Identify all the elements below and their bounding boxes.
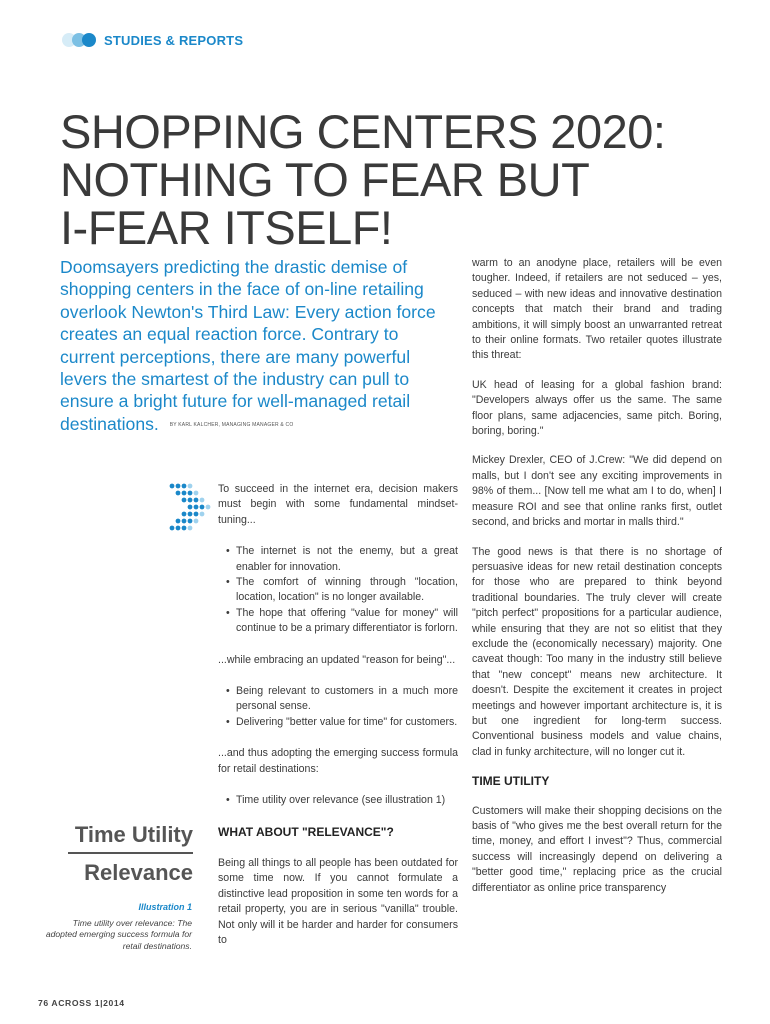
quote-paragraph: UK head of leasing for a global fashion brand: "Developers always offer us the same. The same floor plans, same adjacencies, same pitch. Boring, boring, boring." [472,378,722,438]
list-item: • Being relevant to customers in a much more personal sense. [228,684,458,715]
quote-paragraph: Mickey Drexler, CEO of J.Crew: "We did depend on malls, but I don't see any exciting improvements in 98% of them... [Now tell me what am I to do, when] I measure ROI and see that online ranks first, outlet second, and bricks and mortar in malls third." [472,454,722,529]
while-paragraph: ...while embracing an updated "reason for being"... [218,653,456,666]
illustration-divider [68,852,193,854]
list-item: • The comfort of winning through "location, location, location" is no longer available. [228,575,458,606]
list-item: • The internet is not the enemy, but a great enabler for innovation. [228,544,458,575]
byline: BY KARL KALCHER, MANAGING MANAGER & CO [169,421,294,428]
formula-list [218,793,458,808]
illustration-line-1: Time Utility [74,822,193,847]
title-line-1: SHOPPING CENTERS 2020: [60,105,666,158]
body-paragraph: Customers will make their shopping decisions on the basis of "who gives me the best overall return for the time, money, and effort I invest"? Thus, commercial success will increasingly depend on delivering a "better good time," replacing price as the crucial differentiator as online price transparency [472,804,722,894]
list-item: • Time utility over relevance (see illustration 1) [228,793,458,808]
relevance-heading: WHAT ABOUT "RELEVANCE"? [218,824,394,839]
illustration-title [58,822,193,886]
body-paragraph: The good news is that there is no shortage of persuasive ideas for new retail destination concepts for those who are prepared to think beyond traditional boundaries. The truly clever will create "pitch perfect" propositions for a particular audience, while ensuring that they are not so elitist that they exclude the (economically necessary) majority. One caveat though: Too many in the industry still believe that "new concept" means new architecture. It doesn't. Despite the excitement it creates in project meetings and however important architecture is, it is but one ingredient for long-term success. Conventional business models and value chains, clad in funky architecture, will no longer cut it. [472,545,722,758]
illustration-caption [40,902,192,952]
reason-list [218,684,458,730]
mindset-list [218,544,458,636]
page-footer: 76 ACROSS 1|2014 [38,998,125,1008]
caption-title: Illustration 1 [138,902,192,912]
dot-arrow-icon [168,482,212,540]
list-item: • The hope that offering "value for money" will continue to be a primary differentiator is forlorn. [228,606,458,637]
right-column [472,256,722,896]
lead-paragraph [60,256,450,436]
thus-paragraph: ...and thus adopting the emerging success formula for retail destinations: [218,747,458,775]
lead-text: Doomsayers predicting the drastic demise of shopping centers in the face of on-line retailing overlook Newton's Third Law: Every action force creates an equal reaction force. Contrary to current perceptions, there are many powerful levers the smartest of the industry can pull to ensure a bright future for well-managed retail destinations. [60,257,436,434]
three-dots-icon [62,32,98,48]
list-item: • Delivering "better value for time" for customers. [228,715,458,730]
section-header [62,32,243,48]
relevance-paragraph: Being all things to all people has been outdated for some time now. If you cannot formulate a distinctive lead proposition in some ten words for a retail property, you are in serious "vanilla" trouble. Not only will it be harder and harder for consumers to [218,856,458,946]
title-line-3: I-FEAR ITSELF! [60,201,393,254]
section-label: STUDIES & REPORTS [104,32,244,48]
article-title [60,105,700,254]
title-line-2: NOTHING TO FEAR BUT [60,153,590,206]
intro-paragraph: To succeed in the internet era, decision makers must begin with some fundamental mindset-tuning... [218,483,458,526]
caption-text: Time utility over relevance: The adopted emerging success formula for retail destinations. [45,917,192,951]
time-utility-heading: TIME UTILITY [472,774,550,789]
illustration-line-2: Relevance [84,860,193,885]
body-paragraph: warm to an anodyne place, retailers will be even tougher. Indeed, if retailers are not seduced – yes, seduced – with new ideas and innovative destination concepts that match their brand and trading ambitions, it will simply boost an unwarranted retreat to their online formats. Two retailer quotes illustrate this threat: [472,257,722,362]
middle-column [218,482,458,948]
